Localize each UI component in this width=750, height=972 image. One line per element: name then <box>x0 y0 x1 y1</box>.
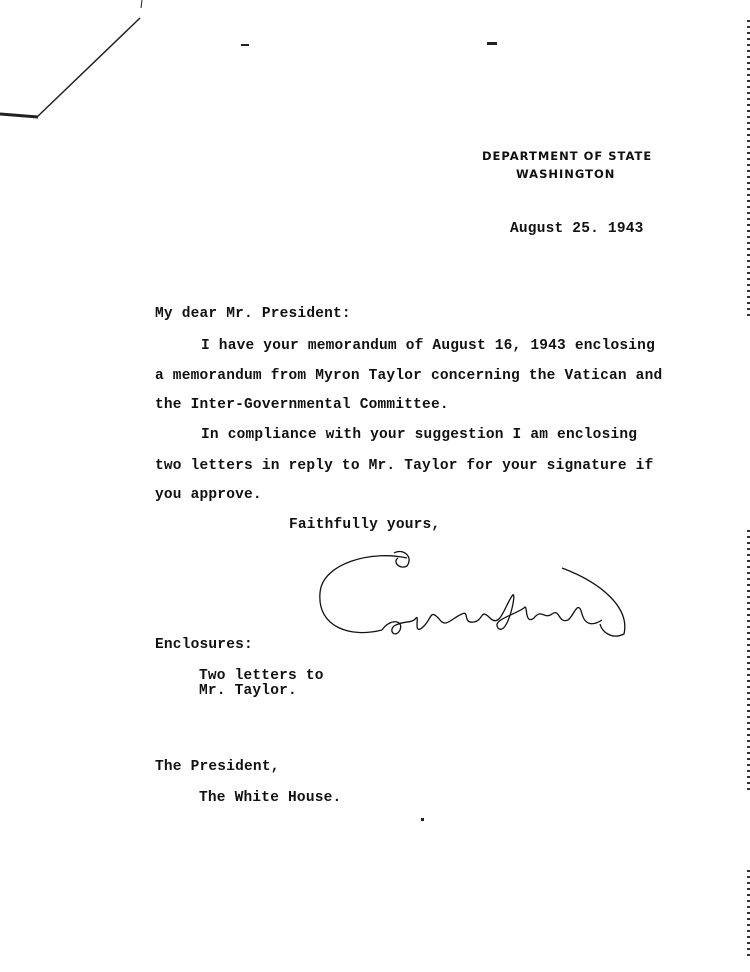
body-line: In compliance with your suggestion I am enclosing <box>201 427 638 443</box>
letterhead-department: DEPARTMENT OF STATE <box>482 149 653 163</box>
body-line: I have your memorandum of August 16, 1943 enclosing <box>201 338 655 354</box>
enclosure-item: Two letters to <box>199 668 324 684</box>
body-line: a memorandum from Myron Taylor concerning the Vatican and <box>155 368 663 384</box>
salutation: My dear Mr. President: <box>155 306 351 322</box>
addressee-line2: The White House. <box>199 790 342 806</box>
body-line: you approve. <box>155 487 262 503</box>
scan-speck <box>421 818 424 821</box>
letterhead-city: WASHINGTON <box>516 167 616 181</box>
closing: Faithfully yours, <box>289 517 441 533</box>
corner-fold-mark <box>0 0 160 130</box>
enclosures-label: Enclosures: <box>155 637 253 653</box>
addressee-line1: The President, <box>155 759 280 775</box>
letter-date: August 25. 1943 <box>510 221 644 237</box>
enclosure-item: Mr. Taylor. <box>199 683 297 699</box>
scan-speck <box>487 42 497 45</box>
body-line: the Inter-Governmental Committee. <box>155 397 449 413</box>
handwritten-signature <box>312 548 632 643</box>
body-line: two letters in reply to Mr. Taylor for your signature if <box>155 458 654 474</box>
scan-speck <box>241 44 249 46</box>
